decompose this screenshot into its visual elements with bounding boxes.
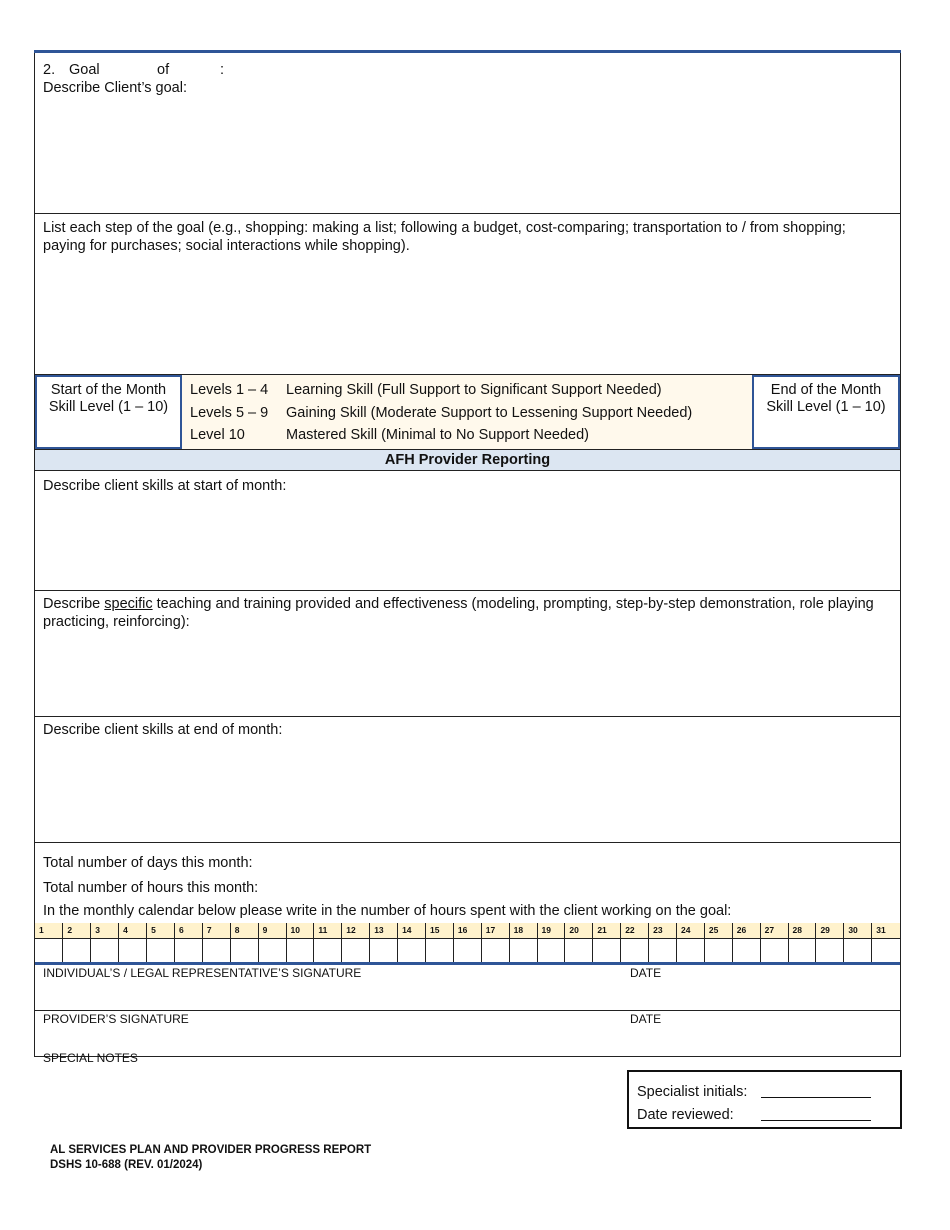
calendar-day-number: 6: [174, 923, 202, 938]
progress-report-form: [34, 50, 901, 1057]
skill-level-legend: [182, 375, 752, 449]
calendar-hours-cell[interactable]: [453, 938, 481, 963]
calendar-day-number: 3: [91, 923, 119, 938]
calendar-day-number: 27: [760, 923, 788, 938]
teaching-label-emphasis: specific: [104, 596, 153, 612]
calendar-hours-cell[interactable]: [481, 938, 509, 963]
goal-heading: [43, 61, 900, 79]
calendar-hours-cell[interactable]: [425, 938, 453, 963]
calendar-hours-cell[interactable]: [788, 938, 816, 963]
level-range: Level 10: [190, 427, 245, 443]
calendar-hours-cell[interactable]: [621, 938, 649, 963]
calendar-day-number: 17: [481, 923, 509, 938]
teaching-training-label: [43, 595, 900, 631]
calendar-day-number: 16: [453, 923, 481, 938]
start-skill-level-label-2: Skill Level (1 – 10): [48, 399, 169, 415]
calendar-hours-cell[interactable]: [174, 938, 202, 963]
level-description: Mastered Skill (Minimal to No Support Needed): [286, 427, 590, 443]
teaching-label-post: teaching and training provided and effectiveness (modeling, prompting, step-by-step demonstration, role playing practicing, reinforcing):: [43, 596, 874, 630]
end-skill-level-label-1: End of the Month: [770, 382, 882, 398]
calendar-day-number: 21: [593, 923, 621, 938]
describe-goal-label: Describe Client’s goal:: [43, 80, 187, 96]
start-skill-level-field[interactable]: [35, 375, 182, 449]
calendar-hours-cell[interactable]: [286, 938, 314, 963]
specialist-review-box: [627, 1070, 902, 1129]
calendar-day-number: 23: [649, 923, 677, 938]
calendar-day-number: 20: [565, 923, 593, 938]
calendar-hours-cell[interactable]: [398, 938, 426, 963]
skill-levels-row: [34, 375, 901, 450]
skills-start-label: Describe client skills at start of month:: [43, 478, 287, 494]
calendar-day-number: 29: [816, 923, 844, 938]
date-reviewed-input[interactable]: [761, 1107, 871, 1121]
goal-section[interactable]: [34, 53, 901, 214]
teaching-label-pre: Describe: [43, 596, 105, 612]
calendar-hours-cell[interactable]: [565, 938, 593, 963]
form-title: AL SERVICES PLAN AND PROVIDER PROGRESS REPORT: [50, 1144, 372, 1156]
calendar-hours-cell[interactable]: [119, 938, 147, 963]
monthly-calendar: [34, 923, 901, 965]
calendar-hours-cell[interactable]: [63, 938, 91, 963]
calendar-day-number: 5: [147, 923, 175, 938]
goal-steps-prompt: List each step of the goal (e.g., shopping: making a list; following a budget, cost-comparing; transportation to / from shopping; paying for purchases; social interactions while shopping).: [43, 220, 846, 254]
calendar-hours-cell[interactable]: [537, 938, 565, 963]
calendar-hours-row: [35, 938, 900, 963]
calendar-hours-cell[interactable]: [676, 938, 704, 963]
start-skill-level-label-1: Start of the Month: [50, 382, 167, 398]
level-description: Gaining Skill (Moderate Support to Lessening Support Needed): [286, 404, 693, 421]
calendar-instruction: In the monthly calendar below please write in the number of hours spent with the client working on the goal:: [43, 903, 732, 919]
calendar-hours-cell[interactable]: [342, 938, 370, 963]
teaching-training-field[interactable]: [34, 591, 901, 717]
provider-signature-label: PROVIDER’S SIGNATURE: [43, 1011, 189, 1026]
calendar-day-number: 13: [370, 923, 398, 938]
special-notes-label: SPECIAL NOTES: [43, 1051, 138, 1065]
calendar-day-number: 15: [425, 923, 453, 938]
skills-end-of-month-field[interactable]: [34, 717, 901, 843]
date-reviewed-row: [637, 1100, 892, 1123]
calendar-day-number: 1: [35, 923, 63, 938]
skill-level-row: [190, 379, 752, 402]
level-description: Learning Skill (Full Support to Significant Support Needed): [286, 382, 662, 398]
calendar-day-number: 22: [621, 923, 649, 938]
calendar-hours-cell[interactable]: [258, 938, 286, 963]
end-skill-level-field[interactable]: [752, 375, 900, 449]
calendar-hours-cell[interactable]: [314, 938, 342, 963]
goal-colon: :: [220, 62, 225, 78]
calendar-hours-cell[interactable]: [872, 938, 900, 963]
skills-end-label: Describe client skills at end of month:: [43, 722, 283, 738]
level-range: Levels 5 – 9: [190, 404, 269, 421]
calendar-hours-cell[interactable]: [91, 938, 119, 963]
goal-number: 2.: [43, 62, 56, 78]
skill-level-row: [190, 402, 752, 425]
calendar-day-number: 30: [844, 923, 872, 938]
calendar-day-header-row: [35, 923, 900, 938]
calendar-day-number: 19: [537, 923, 565, 938]
individual-date-label: DATE: [630, 965, 662, 980]
provider-signature-field[interactable]: [34, 1011, 901, 1057]
calendar-day-number: 31: [872, 923, 900, 938]
calendar-day-number: 4: [119, 923, 147, 938]
specialist-initials-label: Specialist initials:: [637, 1084, 748, 1100]
calendar-hours-cell[interactable]: [732, 938, 760, 963]
individual-signature-field[interactable]: [34, 965, 901, 1011]
calendar-hours-cell[interactable]: [704, 938, 732, 963]
calendar-hours-cell[interactable]: [844, 938, 872, 963]
total-hours-field[interactable]: Total number of hours this month:: [43, 879, 259, 896]
date-reviewed-label: Date reviewed:: [637, 1107, 734, 1123]
calendar-hours-cell[interactable]: [760, 938, 788, 963]
total-days-field[interactable]: Total number of days this month:: [43, 855, 253, 871]
calendar-day-number: 25: [704, 923, 732, 938]
level-range: Levels 1 – 4: [190, 382, 269, 398]
totals-section: [34, 843, 901, 923]
skills-start-of-month-field[interactable]: [34, 471, 901, 591]
calendar-day-number: 24: [676, 923, 704, 938]
calendar-day-number: 9: [258, 923, 286, 938]
goal-steps-field[interactable]: [34, 214, 901, 375]
individual-signature-label: INDIVIDUAL’S / LEGAL REPRESENTATIVE’S SIGNATURE: [43, 965, 362, 980]
form-footer: [50, 1143, 371, 1173]
specialist-initials-input[interactable]: [761, 1084, 871, 1098]
calendar-hours-cell[interactable]: [593, 938, 621, 963]
goal-of-label: of: [157, 62, 170, 78]
calendar-day-number: 11: [314, 923, 342, 938]
goal-label: Goal: [69, 62, 100, 78]
calendar-day-number: 2: [63, 923, 91, 938]
calendar-hours-cell[interactable]: [35, 938, 63, 963]
afh-provider-reporting-header: AFH Provider Reporting: [34, 450, 901, 471]
calendar-hours-cell[interactable]: [370, 938, 398, 963]
form-number: DSHS 10-688 (REV. 01/2024): [50, 1159, 203, 1171]
calendar-hours-cell[interactable]: [649, 938, 677, 963]
specialist-initials-row: [637, 1077, 892, 1100]
calendar-day-number: 28: [788, 923, 816, 938]
calendar-hours-cell[interactable]: [816, 938, 844, 963]
calendar-day-number: 12: [342, 923, 370, 938]
provider-date-label: DATE: [630, 1011, 662, 1026]
calendar-hours-cell[interactable]: [147, 938, 175, 963]
skill-level-row: [190, 424, 752, 447]
calendar-day-number: 18: [509, 923, 537, 938]
calendar-day-number: 10: [286, 923, 314, 938]
calendar-hours-cell[interactable]: [202, 938, 230, 963]
calendar-day-number: 14: [398, 923, 426, 938]
calendar-day-number: 8: [230, 923, 258, 938]
calendar-day-number: 7: [202, 923, 230, 938]
calendar-day-number: 26: [732, 923, 760, 938]
calendar-hours-cell[interactable]: [230, 938, 258, 963]
end-skill-level-label-2: Skill Level (1 – 10): [766, 399, 886, 415]
calendar-hours-cell[interactable]: [509, 938, 537, 963]
